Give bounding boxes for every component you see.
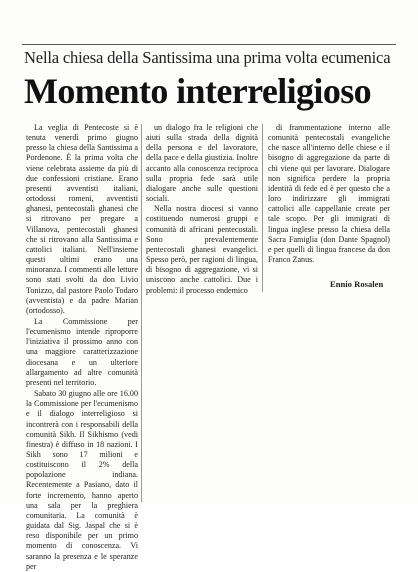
column-1-paragraph-2: La Commissione per l'ecumenismo intende riproporre l'iniziativa il prossimo anno con una maggiore caratterizzazione diocesana e un ulteriore allargamento ad altre comunità presenti nel territorio.	[26, 316, 138, 387]
column-divider-1	[141, 124, 142, 502]
author-signature: Ennio Rosalen	[330, 279, 384, 289]
article-headline: Momento interreligioso	[24, 71, 372, 111]
column-2-paragraph-2: Nella nostra diocesi si vanno costituendo numerosi gruppi e comunità di africani pentecostali. Sono prevalentemente pentecostali ghanesi evangelici. Spesso però, per ragioni di lingua, di bisogno di aggregazione, vi si uniscono anche cattolici. Due i problemi: il processo endemico	[146, 204, 258, 295]
column-divider-2	[262, 124, 263, 292]
article-column-3	[268, 123, 390, 265]
column-1-paragraph-3: Sabato 30 giugno alle ore 16.00 la Commissione per l'ecumenismo e il dialogo interreligioso si incontrerà con i responsabili della comunità Sikh. Il Sikhismo (vedi finestra) è diffuso in 18 nazioni. I Sikh sono 17 milioni e costituiscono il 2% della popolazione indiana. Recentemente a Pasiano, dato il forte incremento, hanno aperto una sala per la preghiera comunitaria. La comunità è guidata dal Sig. Jaspal che si è reso disponibile per un primo momento di conoscenza. Vi saranno la presenza e le speranze per	[26, 389, 138, 571]
column-2-paragraph-1: un dialogo fra le religioni che aiuti sulla strada della dignità della persona e del lavoratore, della pace e della giustizia. Inoltre accanto alla conoscenza reciproca sulla propria fede sarà utile dialogare anche sulle questioni sociali.	[146, 123, 258, 204]
article-column-2	[146, 123, 258, 296]
column-3-paragraph-1: di frammentazione interno alle comunità pentecostali evangeliche che nasce all'interno delle chiese e il bisogno di aggregazione da parte di chi viene qui per lavorare. Dialogare non significa perdere la propria identità di fede ed è per questo che a loro indirizzare gli immigrati cattolici alle cappellanie create per tale scopo. Per gli immigrati di lingua inglese presso la chiesa della Sacra Famiglia (don Dante Spagnol) e per quelli di lingua francese da don Franco Zanus.	[268, 123, 390, 265]
article-kicker: Nella chiesa della Santissima una prima volta ecumenica	[24, 48, 391, 67]
top-rule	[22, 44, 396, 45]
column-1-paragraph-1: La veglia di Pentecoste si è tenuta venerdì primo giugno presso la chiesa della Santissima a Pordenone. È la prima volta che viene celebrata assieme da più di due confessioni cristiane. Erano presenti avventisti italiani, ortodossi romeni, avventisti ghanesi, pentecostali ghanesi che si ritrovano per pregare a Villanova, pentecostali ghanesi che si ritrovano alla Santissima e cattolici italiani. Nell'insieme questi ultimi erano una minoranza. I commenti alle letture sono stati svolti da don Livio Tonizzo, dal pastore Paolo Todaro (avventista) e da padre Marian (ortodosso).	[26, 123, 138, 315]
